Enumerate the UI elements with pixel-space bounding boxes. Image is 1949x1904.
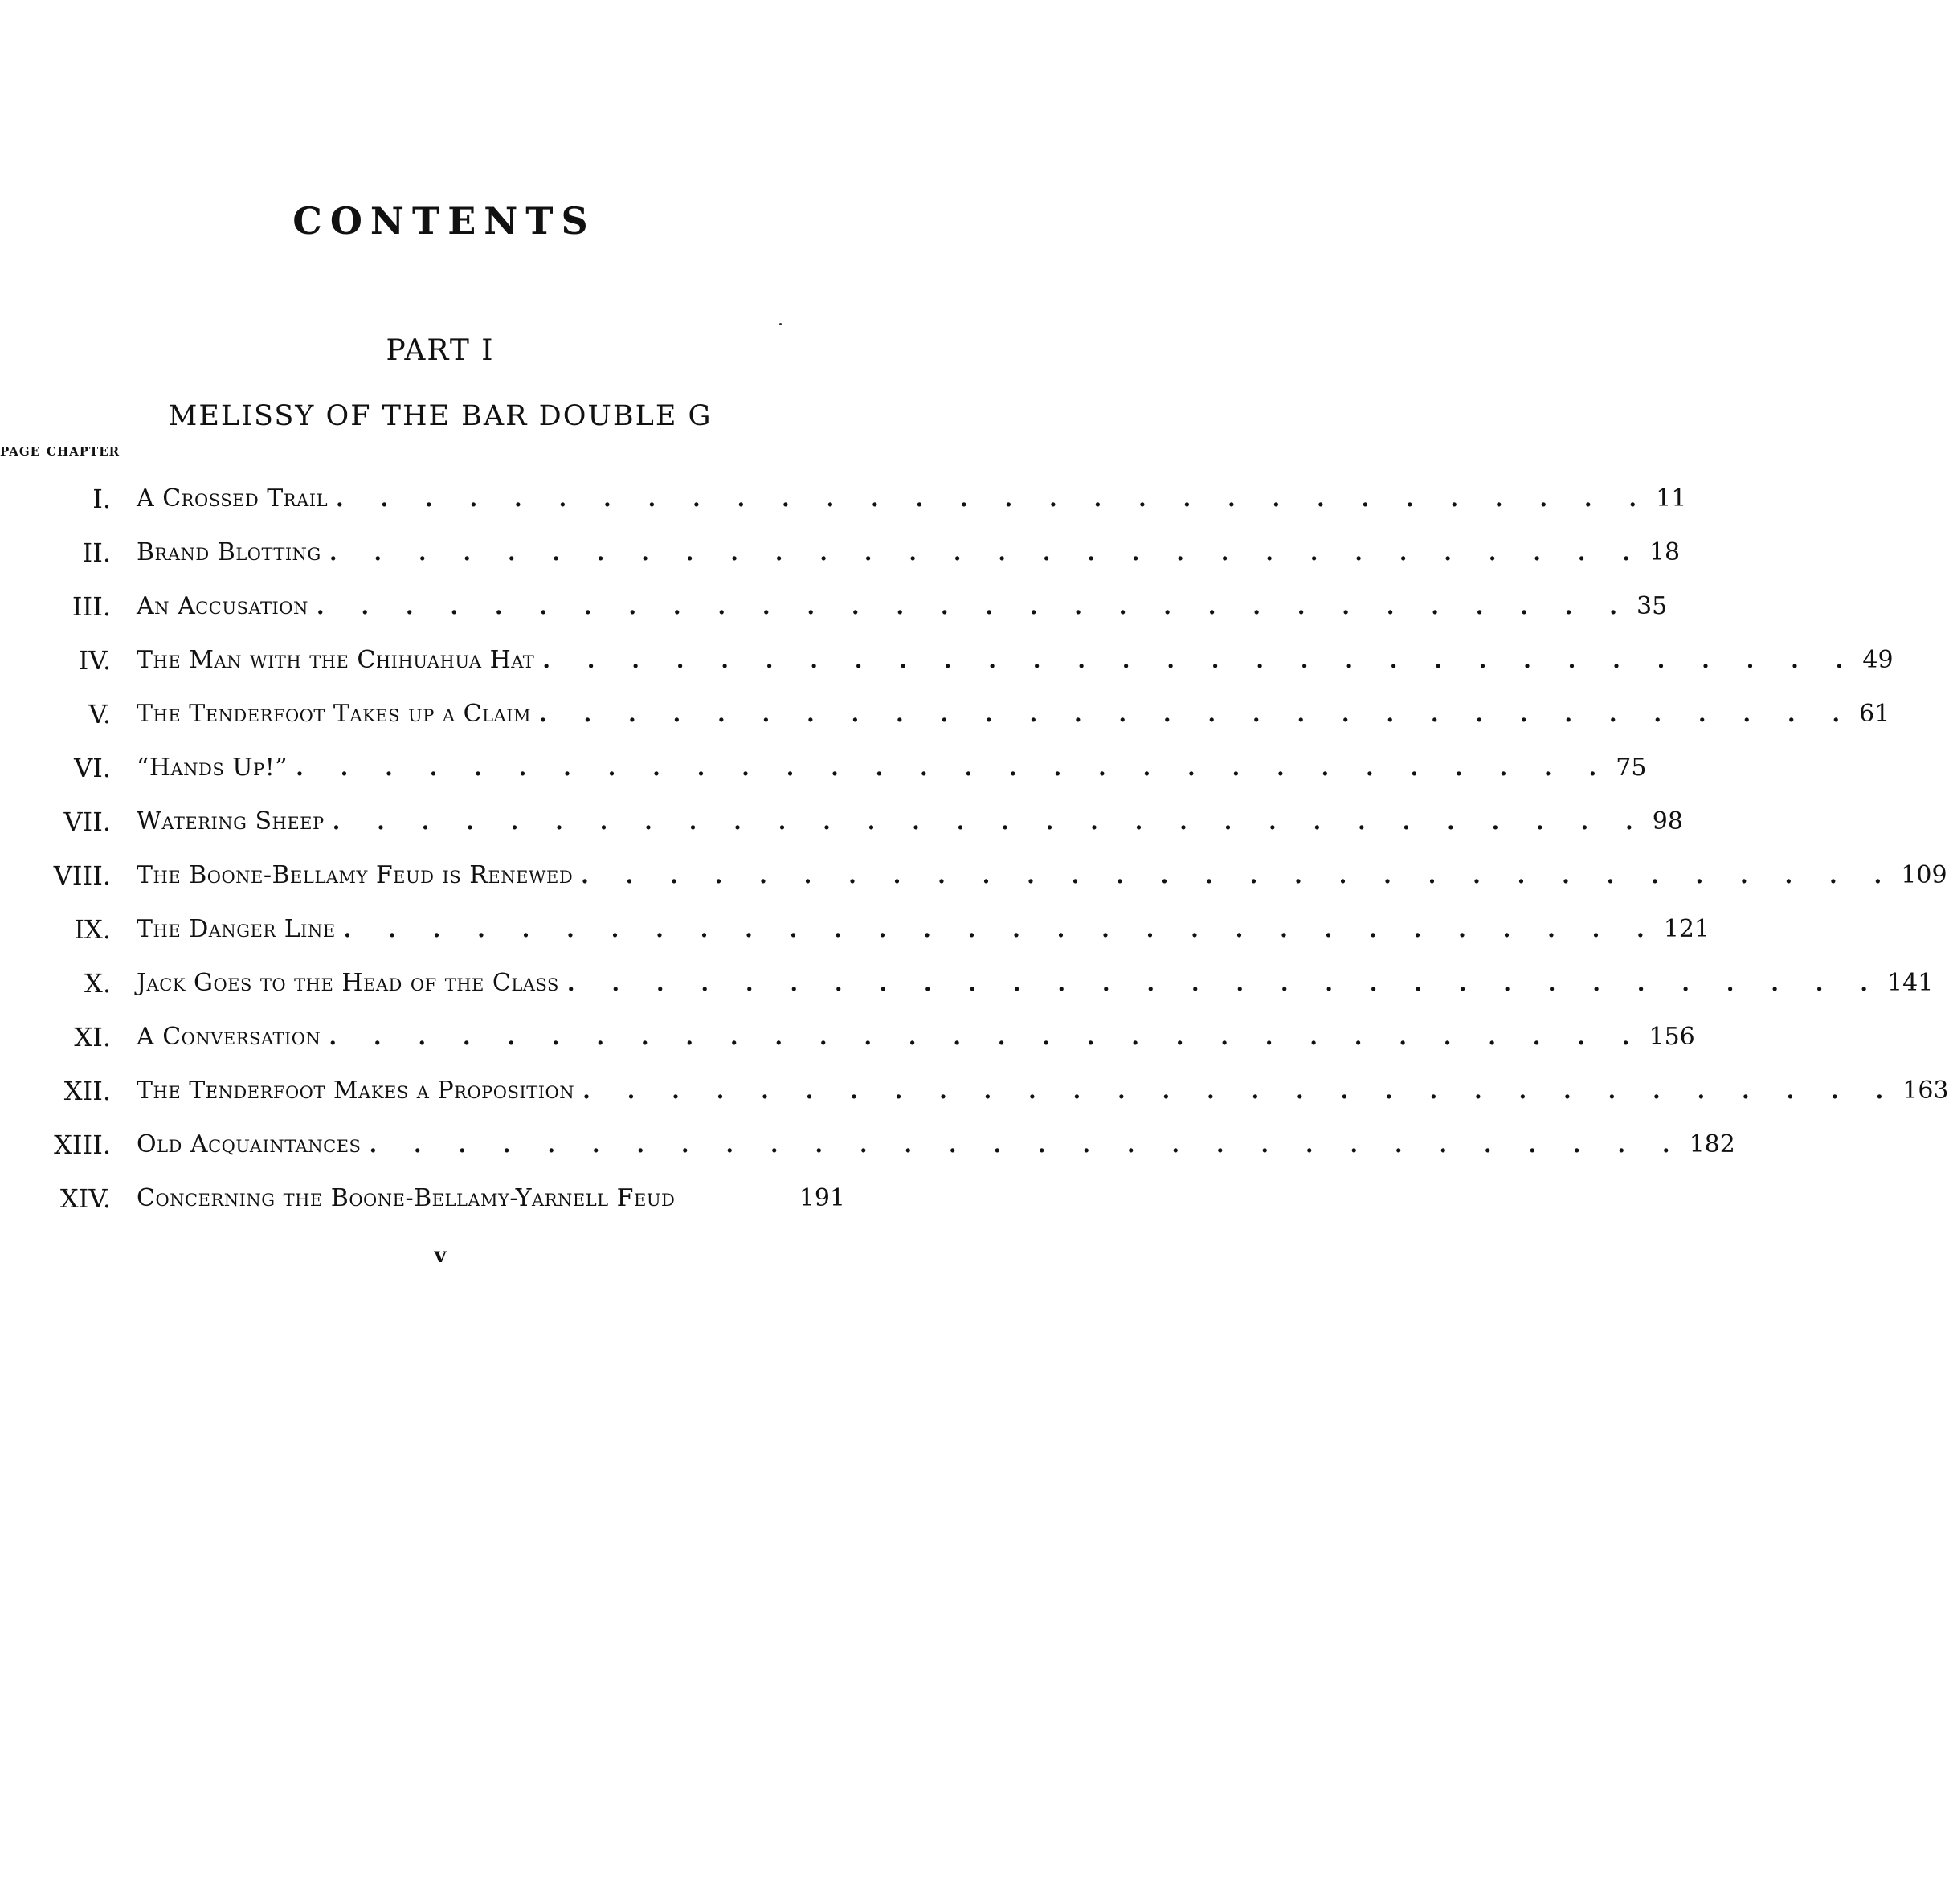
toc-entry — [0, 694, 1890, 748]
chapter-title: The Man with the Chihuahua Hat — [137, 646, 535, 674]
chapter-line — [137, 533, 1681, 573]
page-number: 156 — [1649, 1023, 1695, 1051]
page-number: 121 — [1663, 915, 1710, 943]
chapter-title: Old Acquaintances — [137, 1130, 362, 1158]
chapter-line — [137, 856, 1947, 896]
chapter-title: A Conversation — [137, 1023, 321, 1051]
part-title: MELISSY OF THE BAR DOUBLE G — [168, 400, 713, 432]
chapter-number: XII. — [63, 1076, 111, 1106]
chapter-number: IX. — [74, 914, 111, 945]
chapter-line — [137, 1071, 1949, 1111]
page-number: 191 — [799, 1184, 845, 1212]
toc-entry — [0, 909, 1710, 963]
dot-leader: . . . . . . . . . . . . . . . . . . . . . . . . . . . . . . — [329, 1024, 1645, 1050]
chapter-title: A Crossed Trail — [137, 484, 329, 513]
chapter-title: Concerning the Boone-Bellamy-Yarnell Feud — [137, 1184, 676, 1212]
chapter-title: Jack Goes to the Head of the Class — [137, 969, 559, 997]
page-number: 11 — [1656, 484, 1687, 513]
dot-leader: . . . . . . . . . . . . . . . . . . . . . . . . . . . . . . — [296, 754, 1612, 781]
chapter-title: The Tenderfoot Makes a Proposition — [137, 1077, 575, 1105]
chapter-title: The Danger Line — [137, 915, 336, 943]
part-heading: PART I — [386, 334, 495, 367]
toc-entry — [0, 640, 1894, 694]
chapter-line — [137, 963, 1934, 1003]
chapter-number: VII. — [63, 807, 111, 837]
chapter-line — [137, 1125, 1735, 1165]
page-number: 182 — [1689, 1130, 1735, 1158]
dot-leader: . . . . . . . . . . . . . . . . . . . . . . . . . . . . . . — [581, 862, 1897, 889]
toc-entry — [0, 1017, 1695, 1071]
dot-leader: . . . . . . . . . . . . . . . . . . . . . . . . . . . . . . — [329, 539, 1645, 566]
toc-entry — [0, 748, 1647, 802]
chapter-title: Watering Sheep — [137, 807, 325, 836]
chapter-title: The Tenderfoot Takes up a Claim — [137, 700, 531, 728]
chapter-column-header: CHAPTER — [47, 444, 121, 459]
dot-leader: . . . . . . . . . . . . . . . . . . . . . . . . . . . . . . — [332, 808, 1648, 835]
toc-entry — [0, 533, 1681, 586]
toc-entry — [0, 802, 1683, 856]
page-number: 49 — [1862, 646, 1894, 674]
chapter-number: VI. — [74, 753, 111, 783]
page-column-header: PAGE — [0, 444, 41, 459]
dot-leader: . . . . . . . . . . . . . . . . . . . . . . . . . . . . . . — [566, 970, 1883, 996]
chapter-line — [137, 1017, 1695, 1057]
page-number: 35 — [1636, 592, 1668, 620]
table-of-contents — [0, 479, 1949, 1232]
page-number: 75 — [1616, 754, 1647, 782]
chapter-number: V. — [88, 699, 111, 729]
toc-entry — [0, 1179, 881, 1232]
chapter-number: VIII. — [53, 860, 111, 891]
chapter-title: The Boone-Bellamy Feud is Renewed — [137, 861, 574, 889]
chapter-number: I. — [92, 484, 111, 514]
dot-leader: . . . . . . . . . . . . . . . . . . . . . . . . . . . . . . — [582, 1077, 1898, 1104]
chapter-number: III. — [72, 591, 111, 622]
chapter-title: An Accusation — [137, 592, 308, 620]
dot-leader: . . . . . . . . . . . . . . . . . . . . . . . . . . . . . . — [343, 916, 1659, 942]
toc-entry — [0, 479, 1687, 533]
dot-leader: . . . . . . . . . . . . . . . . . . . . . . . . . . . . . . — [369, 1131, 1685, 1158]
dot-leader: . . . . . . . . . . . . . . . . . . . . . . . . . . . . . . — [336, 485, 1652, 512]
chapter-line — [137, 748, 1647, 788]
chapter-line — [137, 640, 1894, 680]
toc-entry — [0, 586, 1668, 640]
dot-leader: . . . . . . . . . . . . . . . . . . . . . . . . . . . . . . — [316, 593, 1632, 619]
chapter-line — [137, 1179, 845, 1219]
chapter-line — [137, 909, 1710, 950]
page-number: 98 — [1652, 807, 1683, 836]
ink-speck — [779, 323, 782, 325]
chapter-title: “Hands Up!” — [137, 754, 288, 782]
chapter-number: XI. — [74, 1022, 111, 1052]
dot-leader: . . . . . . . . . . . . . . . . . . . . . . . . . . . . . . — [542, 647, 1858, 673]
chapter-line — [137, 479, 1687, 519]
toc-entry — [0, 1071, 1949, 1125]
dot-leader: . . . . . . . . . . . . . . . . . . . . . . . . . . . . . . — [538, 701, 1855, 727]
contents-heading: CONTENTS — [292, 199, 596, 243]
page-folio: v — [434, 1244, 447, 1268]
chapter-number: XIII. — [54, 1130, 111, 1160]
chapter-line — [137, 802, 1683, 842]
chapter-line — [137, 694, 1890, 734]
chapter-line — [137, 586, 1668, 627]
chapter-number: II. — [82, 537, 111, 568]
page-number: 18 — [1649, 538, 1681, 566]
toc-entry — [0, 963, 1934, 1017]
chapter-number: X. — [84, 968, 111, 999]
chapter-title: Brand Blotting — [137, 538, 321, 566]
page-number: 109 — [1901, 861, 1947, 889]
page-number: 61 — [1859, 700, 1890, 728]
toc-entry — [0, 856, 1947, 909]
page-number: 163 — [1902, 1077, 1949, 1105]
chapter-number: XIV. — [59, 1183, 111, 1214]
page-number: 141 — [1887, 969, 1934, 997]
chapter-number: IV. — [78, 645, 111, 676]
toc-entry — [0, 1125, 1735, 1179]
